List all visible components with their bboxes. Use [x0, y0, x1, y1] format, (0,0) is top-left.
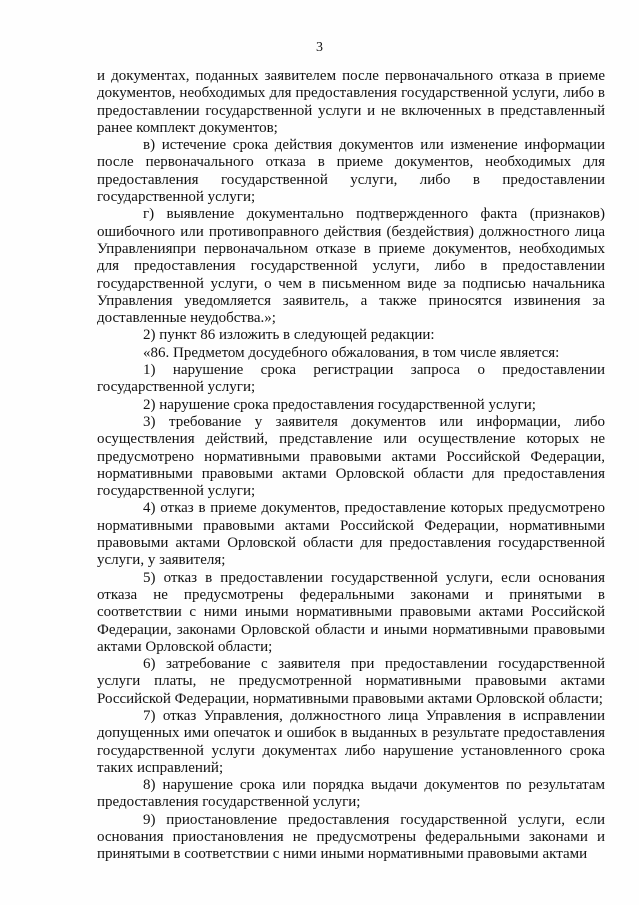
page-number: 3 — [316, 40, 323, 55]
document-body — [97, 68, 605, 864]
list-item-1: 1) нарушение срока регистрации запроса о предоставлении государственной услуги; — [97, 362, 605, 396]
paragraph-item-g: г) выявление документально подтвержденного факта (признаков) ошибочного или противоправного действия (бездействия) должностного лица Управленияпри первоначальном отказе в приеме документов, необходимых для предоставления государственной услуги, либо в предоставлении государственной услуги, о чем в письменном виде за подписью начальника Управления уведомляется заявитель, а также приносятся извинения за доставленные неудобства.»; — [97, 206, 605, 327]
paragraph-continuation: и документах, поданных заявителем после первоначального отказа в приеме документов, необходимых для предоставления государственной услуги, либо в предоставлении государственной услуги и не включенных в представленный ранее комплект документов; — [97, 68, 605, 136]
list-item-8: 8) нарушение срока или порядка выдачи документов по результатам предоставления государственной услуги; — [97, 777, 605, 811]
list-item-6: 6) затребование с заявителя при предоставлении государственной услуги платы, не предусмотренной нормативными правовыми актами Российской Федерации, нормативными правовыми актами Орловской области; — [97, 656, 605, 707]
paragraph-item-v: в) истечение срока действия документов или изменение информации после первоначального отказа в приеме документов, необходимых для предоставления государственной услуги, либо в предоставлении государственной услуги; — [97, 137, 605, 206]
list-item-4: 4) отказ в приеме документов, предоставление которых предусмотрено нормативными правовыми актами Российской Федерации, нормативными правовыми актами Орловской области для предоставления государственной услуги, у заявителя; — [97, 500, 605, 569]
list-item-9: 9) приостановление предоставления государственной услуги, если основания приостановления не предусмотрены федеральными законами и принятыми в соответствии с ними иными нормативными правовыми актами — [97, 811, 605, 863]
list-item-7: 7) отказ Управления, должностного лица Управления в исправлении допущенных ими опечаток и ошибок в выданных в результате предоставления государственной услуги документах либо нарушение установленного срока таких исправлений; — [97, 707, 605, 776]
list-item-2: 2) нарушение срока предоставления государственной услуги; — [143, 396, 536, 413]
paragraph-clause-86: «86. Предметом досудебного обжалования, в том числе является: — [143, 344, 560, 361]
list-item-5: 5) отказ в предоставлении государственной услуги, если основания отказа не предусмотрены федеральными законами и принятыми в соответствии с ними иными нормативными правовыми актами Российской Федерации, законами Орловской области и иными нормативными правовыми актами Орловской области; — [97, 569, 605, 655]
list-item-3: 3) требование у заявителя документов или информации, либо осуществления действий, представление или осуществление которых не предусмотрено нормативными правовыми актами Российской Федерации, нормативными правовыми актами Орловской области для предоставления государственной услуги; — [97, 413, 605, 500]
paragraph-amendment-point-2: 2) пункт 86 изложить в следующей редакции: — [143, 327, 435, 344]
